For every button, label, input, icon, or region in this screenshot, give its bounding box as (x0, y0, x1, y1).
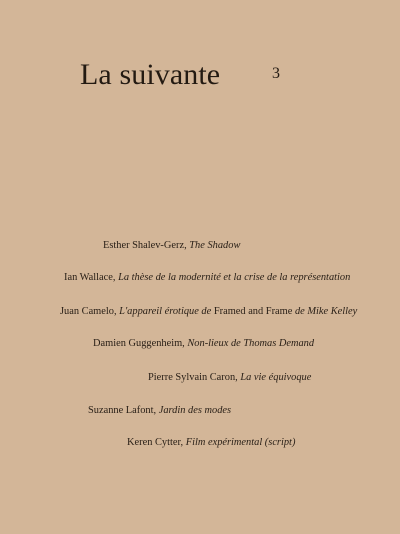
cover-title: La suivante (80, 58, 221, 91)
entry-title: Film expérimental (script) (185, 437, 296, 448)
entry-author: Keren Cytter, (127, 437, 184, 448)
contents-entry (127, 438, 295, 448)
entry-title: The Shadow (189, 240, 241, 251)
entry-author: Damien Guggenheim, (93, 338, 185, 349)
contents-entry (88, 406, 231, 416)
contents-entry (60, 307, 357, 317)
entry-title: L'appareil érotique de (119, 306, 212, 317)
entry-title: La vie équivoque (240, 372, 312, 383)
entry-title: Jardin des modes (158, 405, 232, 416)
entry-title: Non-lieux de Thomas Demand (187, 338, 315, 349)
issue-number: 3 (272, 65, 280, 82)
entry-title: La thèse de la modernité et la crise de la représentation (118, 272, 351, 283)
entry-author: Ian Wallace, (64, 272, 116, 283)
entry-author: Juan Camelo, (60, 306, 117, 317)
entry-author: Pierre Sylvain Caron, (148, 372, 238, 383)
contents-entry (64, 273, 350, 283)
contents-entry (93, 339, 314, 349)
entry-author: Suzanne Lafont, (88, 405, 157, 416)
entry-title-artist: de Mike Kelley (294, 306, 358, 317)
entry-title-work: Framed and Frame (213, 306, 293, 317)
entry-author: Esther Shalev-Gerz, (103, 240, 187, 251)
contents-entry (148, 373, 311, 383)
contents-entry (103, 241, 240, 251)
